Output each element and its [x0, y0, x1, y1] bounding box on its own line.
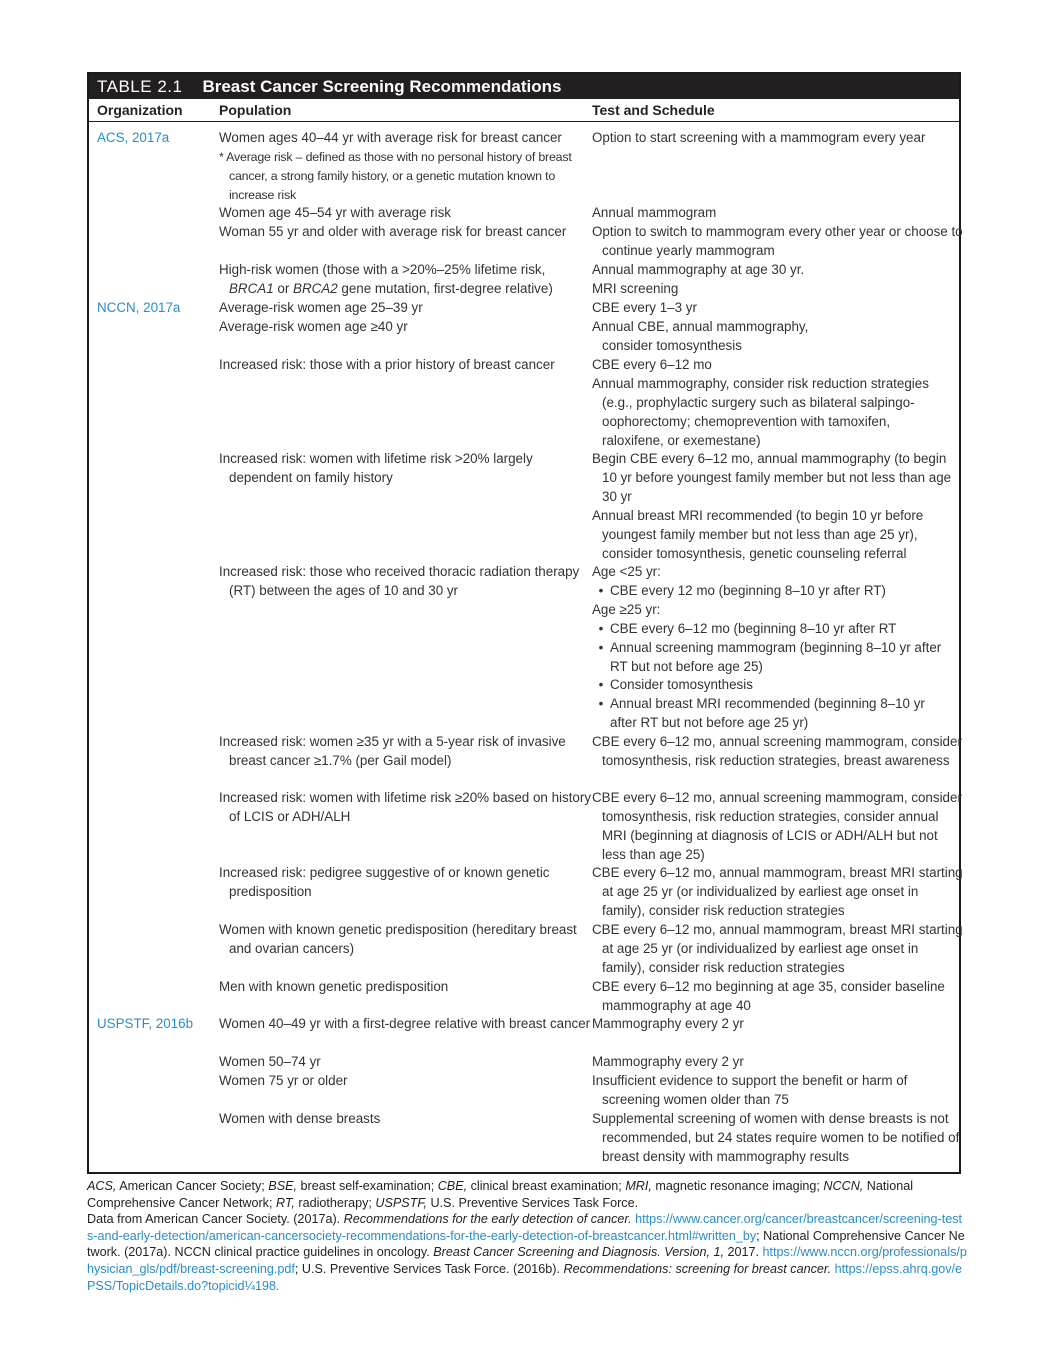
abbreviations: [87, 1178, 967, 1211]
population-cell: Women 40–49 yr with a first-degree relative with breast cancer: [219, 1016, 591, 1031]
schedule-cell: CBE every 6–12 mo, annual mammogram, breast MRI starting at age 25 yr (or individualized by earliest age onset in family), consider risk reduction strategies: [592, 865, 963, 918]
abbr-term: CBE,: [437, 1179, 468, 1193]
population-cell: Women 50–74 yr: [219, 1054, 321, 1069]
source-title: Breast Cancer Screening and Diagnosis. Version, 1,: [433, 1245, 724, 1260]
source-text: Data from American Cancer Society. (2017a).: [87, 1212, 344, 1227]
schedule-text: Annual mammography at age 30 yr.: [592, 262, 805, 277]
abbr-def: breast self-examination;: [297, 1179, 438, 1193]
source-title: Recommendations for the early detection of cancer.: [343, 1212, 632, 1227]
schedule-cell: CBE every 6–12 mo, annual mammogram, breast MRI starting at age 25 yr (or individualized by earliest age onset in family), consider risk reduction strategies: [592, 922, 963, 975]
source-text: ; U.S. Preventive Services Task Force. (2016b).: [294, 1261, 564, 1276]
abbr-term: MRI,: [625, 1179, 652, 1193]
schedule-cell: CBE every 6–12 mo, annual screening mammogram, consider tomosynthesis, risk reduction strategies, breast awareness: [592, 734, 962, 768]
population-cell: Increased risk: pedigree suggestive of or known genetic predisposition: [219, 865, 550, 899]
source-link-uspstf[interactable]: https://epss.ahrq.gov/ePSS/TopicDetails.do?topicid¼198.: [87, 1261, 963, 1293]
header-population: Population: [219, 102, 292, 118]
schedule-cell: CBE every 6–12 mo, annual screening mammogram, consider tomosynthesis, risk reduction strategies, consider annual MRI (beginning at diagnosis of LCIS or ADH/ALH but not less than age 25): [592, 790, 962, 862]
schedule-cell: Option to switch to mammogram every other year or choose to continue yearly mammogram: [592, 224, 963, 258]
population-cell: Average-risk women age ≥40 yr: [219, 319, 408, 334]
population-cell: Women 75 yr or older: [219, 1073, 348, 1088]
abbr-term: RT,: [275, 1195, 295, 1210]
schedule-cell: [592, 356, 954, 451]
schedule-cell: CBE every 1–3 yr: [592, 300, 697, 315]
population-cell: [219, 129, 589, 205]
age-group-heading: Age ≥25 yr:: [592, 601, 661, 617]
table-title-bar: [89, 74, 959, 99]
abbr-term: BSE,: [268, 1179, 297, 1193]
schedule-cell: Annual mammogram: [592, 205, 717, 220]
abbr-def: National Comprehensive Cancer Network;: [87, 1179, 914, 1210]
population-cell: Women with dense breasts: [219, 1111, 381, 1126]
schedule-text: Annual breast MRI recommended (to begin 10 yr before youngest family member but not less than age 25 yr), consider tomosynthesis, genetic counseling referral: [592, 507, 924, 561]
bullet-item: • Consider tomosynthesis: [592, 676, 954, 695]
population-text: Women ages 40–44 yr with average risk for breast cancer: [219, 130, 562, 145]
schedule-cell: Mammography every 2 yr: [592, 1016, 744, 1031]
table-title: Breast Cancer Screening Recommendations: [202, 76, 562, 96]
population-cell: Increased risk: women ≥35 yr with a 5-year risk of invasive breast cancer ≥1.7% (per Gail model): [219, 734, 566, 768]
schedule-cell: CBE every 6–12 mo beginning at age 35, consider baseline mammography at age 40: [592, 979, 945, 1013]
abbr-def: clinical breast examination;: [467, 1179, 626, 1193]
age-group-heading: Age <25 yr:: [592, 564, 661, 579]
schedule-text: CBE every 6–12 mo: [592, 357, 712, 372]
schedule-cell: Insufficient evidence to support the benefit or harm of screening women older than 75: [592, 1073, 908, 1107]
abbr-term: NCCN,: [823, 1179, 864, 1193]
population-cell: Woman 55 yr and older with average risk for breast cancer: [219, 224, 567, 239]
bullet-item: • CBE every 6–12 mo (beginning 8–10 yr after RT: [592, 620, 954, 639]
conjunction: or: [273, 280, 294, 296]
population-cell: Average-risk women age 25–39 yr: [219, 300, 423, 315]
schedule-text: Begin CBE every 6–12 mo, annual mammography (to begin 10 yr before youngest family member but not less than age 30 yr: [592, 451, 952, 504]
schedule-text: MRI screening: [592, 280, 679, 296]
bullet-item: • CBE every 12 mo (beginning 8–10 yr after RT): [592, 582, 954, 601]
org-uspstf: USPSTF, 2016b: [97, 1016, 194, 1031]
schedule-cell: Mammography every 2 yr: [592, 1054, 744, 1069]
abbr-term: USPSTF,: [375, 1195, 427, 1210]
schedule-cell: Option to start screening with a mammogram every year: [592, 130, 926, 145]
header-test-schedule: Test and Schedule: [592, 102, 715, 118]
population-cell: Women with known genetic predisposition (hereditary breast and ovarian cancers): [219, 922, 577, 956]
population-text-rest: gene mutation, first-degree relative): [337, 280, 553, 296]
abbr-term: ACS,: [87, 1179, 117, 1193]
bullet-item: • Annual breast MRI recommended (beginning 8–10 yr after RT but not before age 25 yr): [592, 695, 954, 733]
population-cell: Increased risk: those who received thoracic radiation therapy (RT) between the ages of 10 and 30 yr: [219, 564, 580, 598]
source-link-nccn[interactable]: https://www.nccn.org/professionals/physician_gls/pdf/breast-screening.pdf: [87, 1245, 967, 1276]
population-cell: Increased risk: women with lifetime risk >20% largely dependent on family history: [219, 451, 533, 485]
average-risk-note: * Average risk – defined as those with no personal history of breast cancer, a strong family history, or a genetic mutation known to increase risk: [219, 149, 572, 202]
population-text: High-risk women (those with a >20%–25% lifetime risk,: [219, 262, 546, 277]
org-acs: ACS, 2017a: [97, 130, 170, 145]
header-organization: Organization: [97, 102, 183, 118]
source-link-acs[interactable]: https://www.cancer.org/cancer/breastcancer/screening-tests-and-early-detection/american-cancersociety-recommendations-for-the-early-detection-of-breastcancer.html#written_by: [87, 1212, 962, 1243]
screening-table: [87, 72, 961, 1174]
source-text: ; National Comprehensive Cancer Network. (2017a). NCCN clinical practice guidelines in oncology.: [87, 1228, 965, 1260]
abbr-def: radiotherapy;: [294, 1195, 376, 1210]
population-cell: Men with known genetic predisposition: [219, 979, 449, 994]
schedule-text: Annual mammography, consider risk reduction strategies (e.g., prophylactic surgery such as bilateral salpingo-oophorectomy; chemoprevention with tamoxifen, raloxifene, or exemestane): [592, 375, 929, 448]
schedule-cell: [592, 450, 954, 563]
population-cell: [219, 261, 589, 299]
table-number: TABLE 2.1: [97, 76, 183, 96]
population-cell: Increased risk: those with a prior history of breast cancer: [219, 357, 555, 372]
population-cell: Increased risk: women with lifetime risk ≥20% based on history of LCIS or ADH/ALH: [219, 790, 592, 824]
schedule-cell: [592, 261, 954, 299]
sources: [87, 1211, 967, 1294]
population-text-cont: [219, 280, 589, 299]
abbr-def: U.S. Preventive Services Task Force.: [426, 1195, 639, 1210]
source-title: Recommendations: screening for breast cancer.: [563, 1261, 832, 1276]
schedule-cell: [592, 563, 954, 733]
org-nccn: NCCN, 2017a: [97, 300, 181, 315]
source-year: 2017.: [724, 1245, 760, 1260]
population-cell: Women age 45–54 yr with average risk: [219, 205, 451, 220]
brca2-term: BRCA2: [293, 280, 338, 296]
abbr-def: American Cancer Society;: [116, 1179, 269, 1193]
bullet-item: • Annual screening mammogram (beginning 8–10 yr after RT but not before age 25): [592, 639, 954, 677]
table-footnote: [87, 1178, 967, 1294]
schedule-cell: Supplemental screening of women with dense breasts is not recommended, but 24 states require women to be notified of breast density with mammography results: [592, 1111, 960, 1164]
column-headers: [89, 99, 959, 122]
brca1-term: BRCA1: [229, 280, 274, 296]
abbr-def: magnetic resonance imaging;: [651, 1179, 824, 1193]
schedule-cell: Annual CBE, annual mammography, consider tomosynthesis: [592, 319, 809, 353]
